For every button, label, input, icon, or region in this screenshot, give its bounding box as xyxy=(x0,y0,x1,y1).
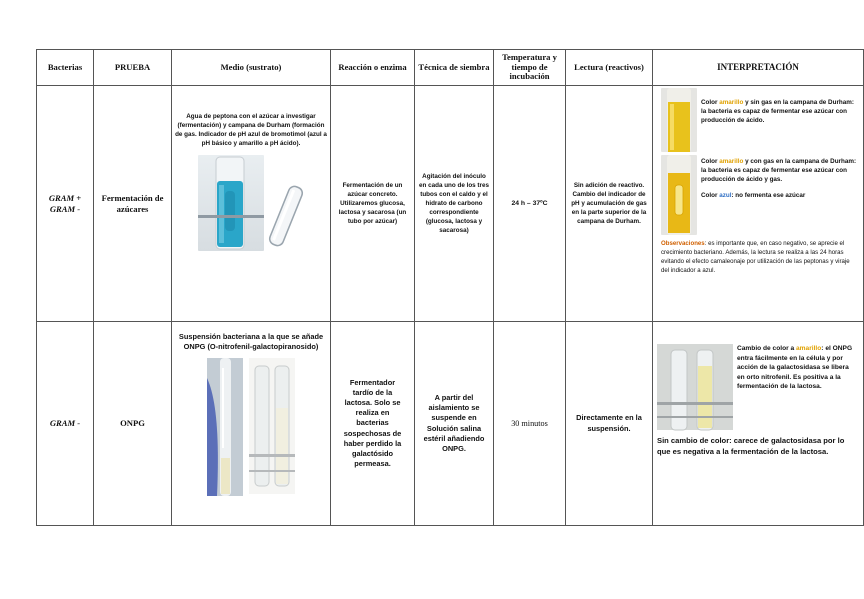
row2-tecnica: A partir del aislamiento se suspende en Solución salina estéril añadiendo ONPG. xyxy=(415,322,494,526)
yellow-gas-tube-photo xyxy=(661,155,697,235)
row2-lectura: Directamente en la suspensión. xyxy=(566,322,653,526)
row1-tecnica: Agitación del inóculo en cada uno de los tres tubos con el caldo y el hidrato de carbono correspondiente (glucosa, lactosa y sacarosa) xyxy=(415,86,494,322)
interp-text-1: Color amarillo y sin gas en la campana de Durham: la bacteria es capaz de fermentar ese azúcar con producción de ácido. xyxy=(701,99,854,125)
onpg-positive xyxy=(657,344,858,430)
header-row xyxy=(37,50,864,86)
row1-medio xyxy=(172,86,331,322)
row2-medio-images xyxy=(175,358,327,496)
tests-table xyxy=(36,49,864,526)
interp-text-3: Color azul: no fermenta ese azúcar xyxy=(701,192,806,200)
header-lectura: Lectura (reactivos) xyxy=(566,50,653,86)
row1-prueba: Fermentación de azúcares xyxy=(94,86,172,322)
header-reaccion: Reacción o enzima xyxy=(331,50,415,86)
yellow-tube-photo xyxy=(661,88,697,152)
table-row xyxy=(37,322,864,526)
row1-temperatura: 24 h – 37ºC xyxy=(494,86,566,322)
durham-bell-photo xyxy=(268,181,304,251)
header-interpretacion: INTERPRETACIÓN xyxy=(653,50,864,86)
interp-yellow-no-gas xyxy=(661,88,858,152)
row1-lectura: Sin adición de reactivo. Cambio del indicador de pH y acumulación de gas en la parte superior de la campana de Durham. xyxy=(566,86,653,322)
onpg-hand-tube-photo xyxy=(207,358,243,496)
header-bacterias: Bacterias xyxy=(37,50,94,86)
onpg-tubes-photo xyxy=(249,358,295,494)
row1-bacterias xyxy=(37,86,94,322)
row1-medio-images xyxy=(175,155,327,251)
onpg-negative-text: Sin cambio de color: carece de galactosidasa por lo que es negativa a la fermentación de la lactosa. xyxy=(657,436,845,456)
row2-medio xyxy=(172,322,331,526)
row2-temperatura: 30 minutos xyxy=(494,322,566,526)
header-medio: Medio (sustrato) xyxy=(172,50,331,86)
row1-medio-text: Agua de peptona con el azúcar a investigar (fermentación) y campana de Durham (formación de gas. Indicador de pH azul de bromotimol (azul a pH básico y amarillo a pH ácido). xyxy=(175,113,327,148)
header-tecnica: Técnica de siembra xyxy=(415,50,494,86)
header-prueba: PRUEBA xyxy=(94,50,172,86)
row2-interpretacion xyxy=(653,322,864,526)
row2-bacterias: GRAM - xyxy=(37,322,94,526)
observaciones-text: : es importante que, en caso negativo, se aprecie el crecimiento bacteriano. Además, la lectura se realiza a las 24 horas evitando el efecto camaleonaje por utilización de las peptonas y viraje del indicador a azul. xyxy=(661,240,850,275)
interp-yellow-gas xyxy=(661,155,858,235)
row2-prueba: ONPG xyxy=(94,322,172,526)
interp-text-2: Color amarillo y con gas en la campana de Durham: la bacteria es capaz de fermentar ese azúcar con producción de ácido y gas. Color azul: no fermenta ese azúcar xyxy=(701,158,857,200)
onpg-positive-text: Cambio de color a amarillo: el ONPG entra fácilmente en la célula y por acción de la galactosidasa se libera en orto nitrofenil. Es positiva a la fermentación de la lactosa. xyxy=(737,345,853,391)
row1-reaccion: Fermentación de un azúcar concreto. Utilizaremos glucosa, lactosa y sacarosa (un tubo por azúcar) xyxy=(331,86,415,322)
blue-tube-photo xyxy=(198,155,264,251)
row2-reaccion: Fermentador tardío de la lactosa. Solo se realiza en bacterias sospechosas de haber perdido la galactósido permeasa. xyxy=(331,322,415,526)
row2-medio-text: Suspensión bacteriana a la que se añade ONPG (O-nitrofenil-galactopiranosido) xyxy=(178,332,324,352)
row1-gram-pos: GRAM + xyxy=(48,192,82,203)
observaciones xyxy=(661,239,858,276)
row1-interpretacion xyxy=(653,86,864,322)
onpg-result-photo xyxy=(657,344,733,430)
header-temperatura: Temperatura y tiempo de incubación xyxy=(494,50,566,86)
table-row xyxy=(37,86,864,322)
observaciones-label: Observaciones xyxy=(661,240,705,247)
row1-gram-neg: GRAM - xyxy=(49,203,81,214)
